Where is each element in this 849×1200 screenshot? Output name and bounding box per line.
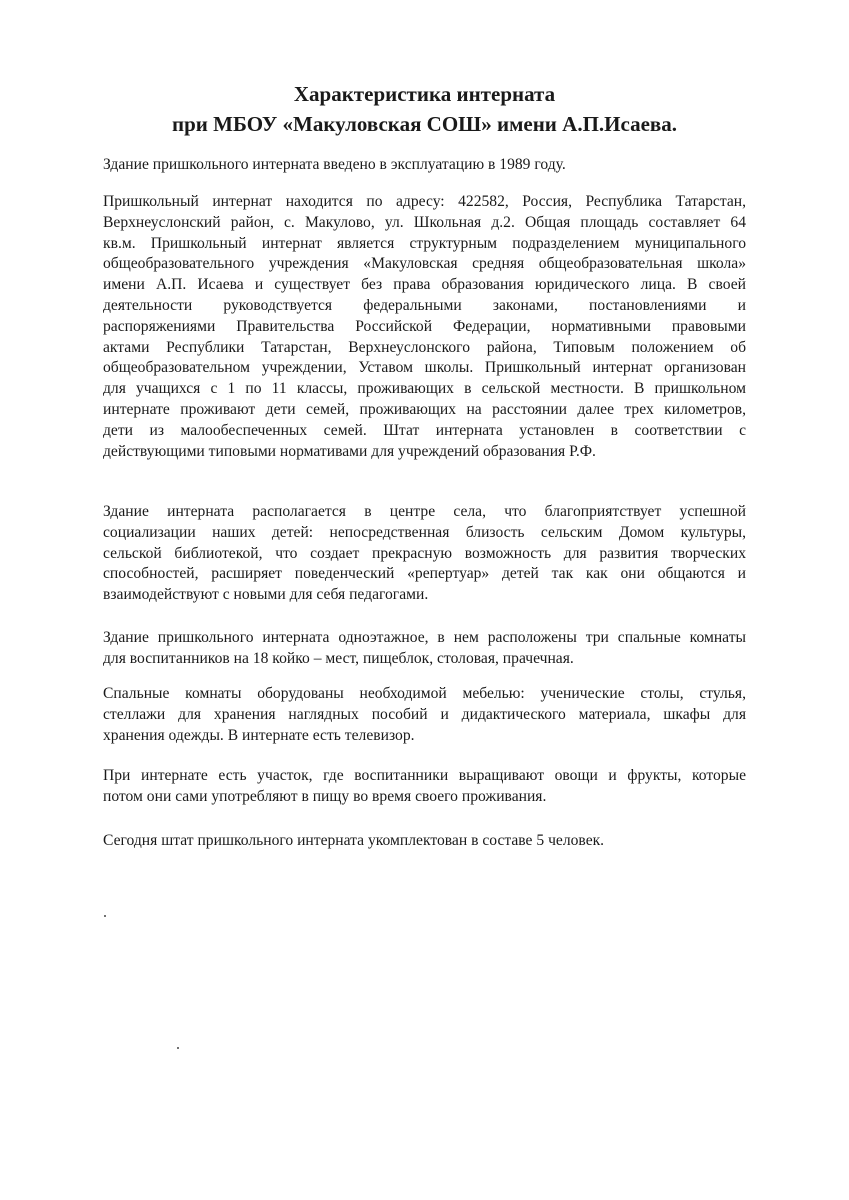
text-line: интернате проживают дети семей, проживающих на расстоянии далее трех километров, (103, 400, 746, 418)
text-line: Сегодня штат пришкольного интерната укомплектован в составе 5 человек. (103, 832, 605, 849)
text-line: деятельности руководствуется федеральными законами, постановлениями и (103, 296, 746, 314)
text-line: общеобразовательного учреждения «Макуловская средняя общеобразовательная школа» (103, 255, 746, 273)
scan-speck (177, 1047, 179, 1049)
text-line: для воспитанников на 18 койко – мест, пищеблок, столовая, прачечная. (103, 649, 574, 667)
text-line: Здание пришкольного интерната одноэтажное, в нем расположены три спальные комнаты (103, 629, 746, 646)
text-line: хранения одежды. В интернате есть телевизор. (103, 726, 415, 744)
paragraph (103, 684, 746, 746)
scan-speck (104, 915, 106, 917)
text-line: Здание пришкольного интерната введено в эксплуатацию в 1989 году. (103, 156, 566, 173)
paragraph (103, 831, 746, 852)
text-line: распоряжениями Правительства Российской Федерации, нормативными правовыми (103, 317, 746, 335)
text-line: Спальные комнаты оборудованы необходимой мебелью: ученические столы, стулья, (103, 685, 746, 702)
text-line: стеллажи для хранения наглядных пособий и дидактического материала, шкафы для (103, 705, 746, 723)
text-line: взаимодействуют с новыми для себя педагогами. (103, 586, 429, 604)
text-line: способностей, расширяет поведенческий «репертуар» детей так как они общаются и (103, 565, 746, 583)
text-line: действующими типовыми нормативами для учреждений образования Р.Ф. (103, 442, 596, 460)
paragraph (103, 192, 746, 462)
paragraph (103, 628, 746, 670)
text-line: для учащихся с 1 по 11 классы, проживающих в сельской местности. В пришкольном (103, 380, 746, 398)
text-line: При интернате есть участок, где воспитанники выращивают овощи и фрукты, которые (103, 767, 746, 784)
paragraph (103, 766, 746, 808)
text-line: Верхнеуслонский район, с. Макулово, ул. Школьная д.2. Общая площадь составляет 64 (103, 213, 746, 231)
text-line: сельской библиотекой, что создает прекрасную возможность для развития творческих (103, 544, 746, 562)
paragraph (103, 502, 746, 606)
text-line: потом они сами употребляют в пищу во время своего проживания. (103, 787, 547, 805)
text-line: Пришкольный интернат находится по адресу: 422582, Россия, Республика Татарстан, (103, 193, 746, 210)
document-title-line-1: Характеристика интерната (293, 82, 556, 106)
paragraph (103, 155, 746, 176)
text-line: кв.м. Пришкольный интернат является структурным подразделением муниципального (103, 234, 746, 252)
text-line: социализации наших детей: непосредственная близость сельским Домом культуры, (103, 523, 746, 541)
text-line: общеобразовательном учреждении, Уставом школы. Пришкольный интернат организован (103, 359, 746, 377)
text-line: Здание интерната располагается в центре села, что благоприятствует успешной (103, 503, 746, 520)
text-line: дети из малообеспеченных семей. Штат интерната установлен в соответствии с (103, 421, 746, 439)
text-line: имени А.П. Исаева и существует без права образования юридического лица. В своей (103, 276, 746, 294)
document-title-line-2: при МБОУ «Макуловская СОШ» имени А.П.Исаева. (172, 112, 677, 136)
text-line: актами Республики Татарстан, Верхнеуслонского района, Типовым положением об (103, 338, 746, 356)
